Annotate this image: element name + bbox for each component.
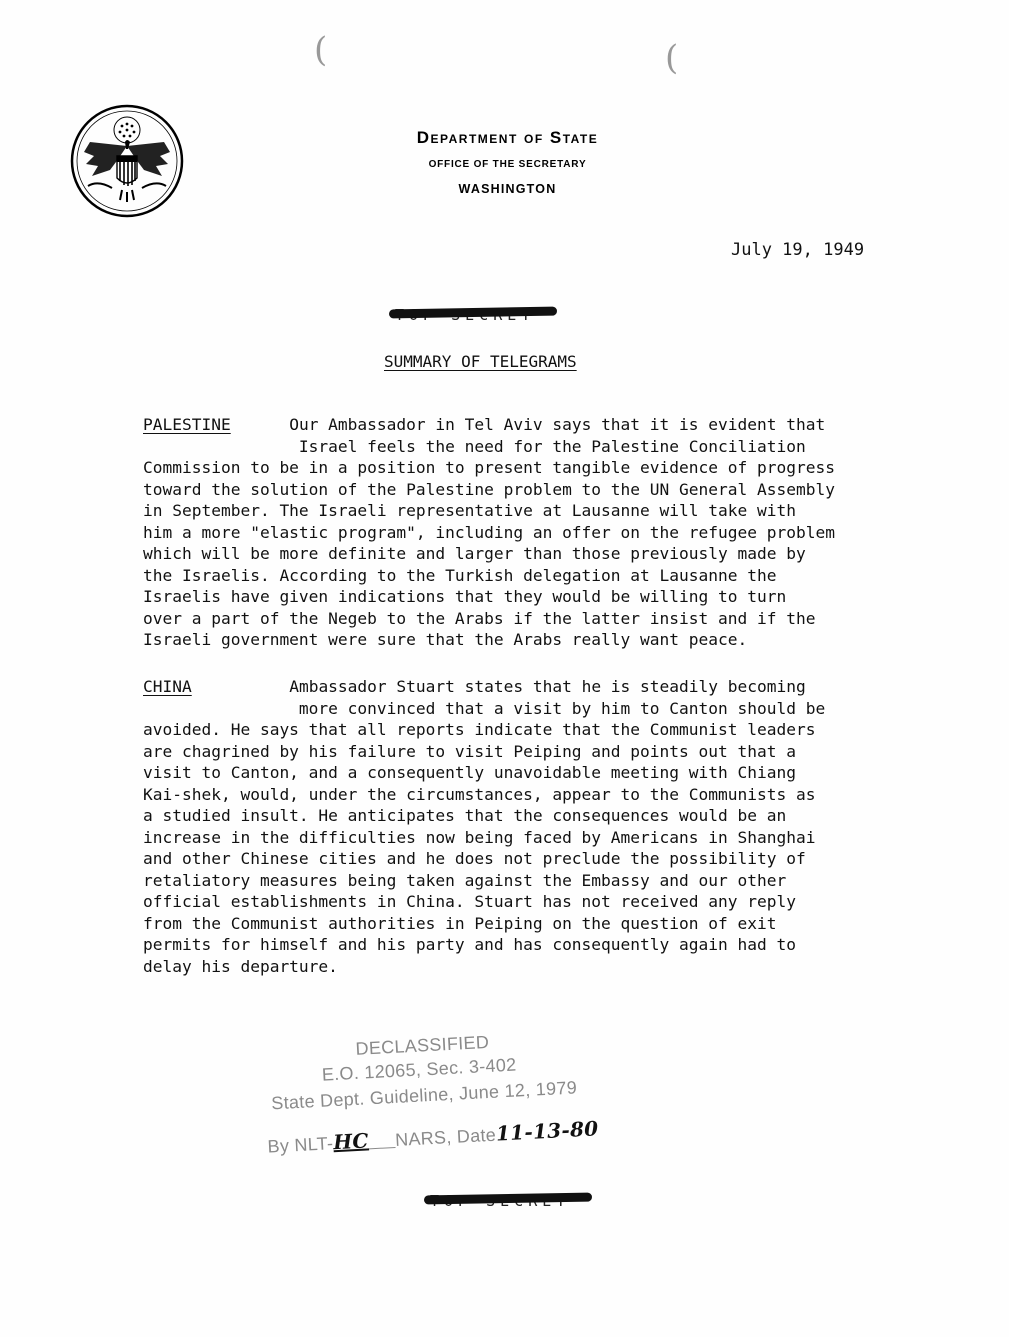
- declassification-stamp: [258, 1020, 644, 1170]
- stamp-nars: NARS, Date: [394, 1124, 497, 1150]
- section-china-first-line: Ambassador Stuart states that he is steadily becoming: [289, 677, 806, 696]
- department-seal: [70, 104, 184, 218]
- letterhead-city: WASHINGTON: [458, 182, 557, 196]
- letterhead-department: [300, 128, 715, 148]
- stamp-executive-order: E.O. 12065, Sec. 3-402: [321, 1054, 517, 1085]
- section-palestine-label: PALESTINE: [143, 415, 231, 434]
- stamp-authorization: [267, 1116, 599, 1157]
- archival-mark-left: (: [314, 30, 328, 70]
- document-date: July 19, 1949: [731, 240, 865, 260]
- section-palestine-first-line: Our Ambassador in Tel Aviv says that it is evident that: [289, 415, 826, 434]
- classification-top: [395, 306, 535, 324]
- section-china-body: more convinced that a visit by him to Canton should be avoided. He says that all reports indicate that the Communist leaders are chagrined by his failure to visit Peiping and points out that a visit to Canton, and a consequently unavoidable meeting with Chiang Kai-shek, would, under the circumstances, appear to the Communists as a studied insult. He anticipates that the consequences would be an increase in the difficulties now being faced by Americans in Shanghai and other Chinese cities and he does not preclude the possibility of retaliatory measures being taken against the Embassy and our other official establishments in China. Stuart has not received any reply from the Communist authorities in Peiping on the question of exit permits for himself and his party and has consequently again had to delay his departure.: [143, 698, 826, 976]
- stamp-initials: HC: [332, 1128, 370, 1155]
- stamp-by-prefix: By NLT-: [267, 1133, 334, 1157]
- classification-bottom: [430, 1192, 570, 1210]
- department-name: Department of State: [416, 128, 599, 147]
- document-title: SUMMARY OF TELEGRAMS: [384, 352, 577, 371]
- archival-mark-right: (: [665, 38, 679, 78]
- stamp-declassified: DECLASSIFIED: [355, 1031, 490, 1059]
- section-palestine-body: Israel feels the need for the Palestine Conciliation Commission to be in a position to present tangible evidence of progress toward the solution of the Palestine problem to the UN General Assembly in September. The Israeli representative at Lausanne will take with him a more "elastic program", including an offer on the refugee problem which will be more definite and larger than those previously made by the Israelis. According to the Turkish delegation at Lausanne the Israelis have given indications that they would be willing to turn over a part of the Negeb to the Arabs if the latter insist and if the Israeli government were sure that the Arabs really want peace.: [143, 436, 835, 649]
- section-china: [143, 676, 943, 977]
- stamp-date: 11-13-80: [495, 1116, 599, 1146]
- stamp-guideline: State Dept. Guideline, June 12, 1979: [270, 1077, 578, 1114]
- letterhead-office: OFFICE OF THE SECRETARY: [428, 159, 587, 170]
- section-palestine: [143, 414, 943, 651]
- section-china-label: CHINA: [143, 677, 192, 696]
